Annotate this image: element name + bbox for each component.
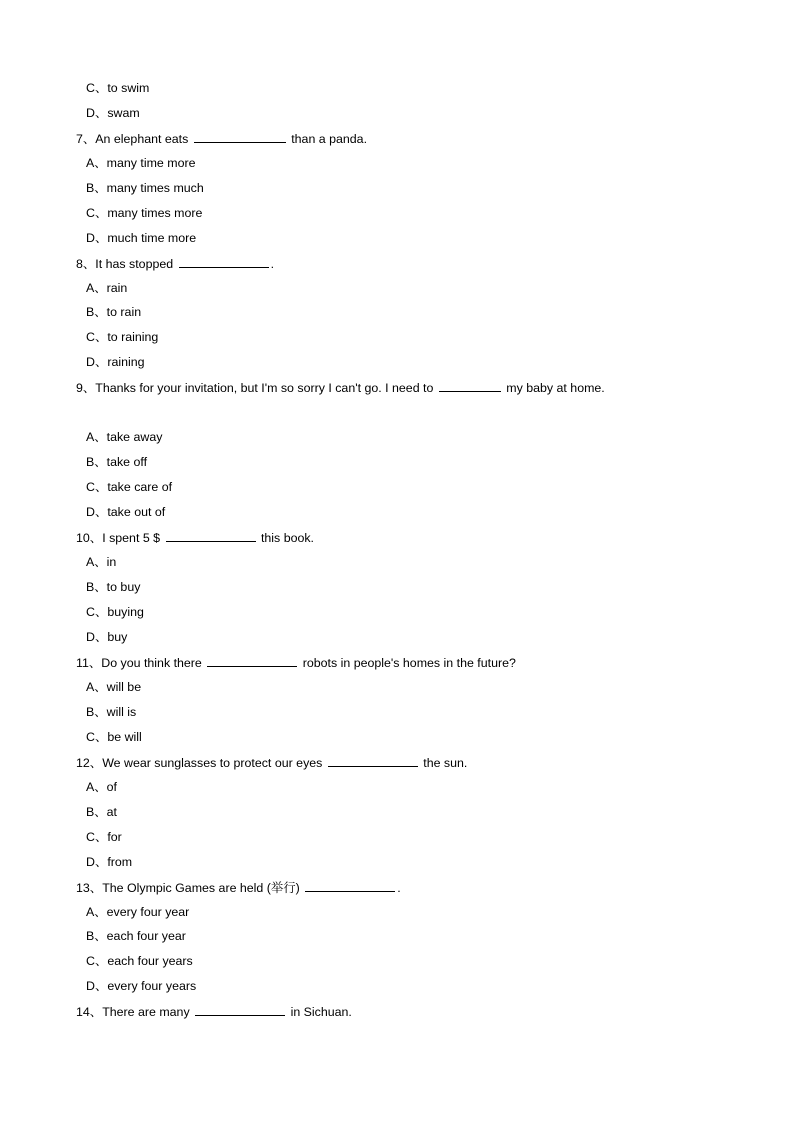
option-6d: D、swam	[86, 106, 140, 120]
question-7: 7、An elephant eats than a panda.	[76, 132, 368, 146]
option-12d: D、from	[86, 855, 133, 869]
answer-blank[interactable]	[166, 529, 256, 542]
answer-blank[interactable]	[194, 130, 286, 143]
question-9: 9、Thanks for your invitation, but I'm so sorry I can't go. I need to my baby at home.	[76, 381, 605, 395]
option-7d: D、much time more	[86, 231, 197, 245]
option-7b: B、many times much	[86, 181, 204, 195]
option-12b: B、at	[86, 805, 117, 819]
answer-blank[interactable]	[179, 255, 269, 268]
option-10a: A、in	[86, 555, 117, 569]
option-13a: A、every four year	[86, 905, 190, 919]
option-9c: C、take care of	[86, 480, 173, 494]
question-14: 14、There are many in Sichuan.	[76, 1005, 352, 1019]
answer-blank[interactable]	[207, 654, 297, 667]
option-11a: A、will be	[86, 680, 142, 694]
answer-blank[interactable]	[305, 879, 395, 892]
option-8c: C、to raining	[86, 330, 159, 344]
answer-blank[interactable]	[439, 379, 501, 392]
option-10d: D、buy	[86, 630, 128, 644]
option-6c: C、to swim	[86, 81, 150, 95]
option-12a: A、of	[86, 780, 117, 794]
option-7c: C、many times more	[86, 206, 203, 220]
question-13: 13、The Olympic Games are held (举行) .	[76, 881, 401, 895]
option-10b: B、to buy	[86, 580, 141, 594]
question-10: 10、I spent 5 $ this book.	[76, 531, 315, 545]
option-12c: C、for	[86, 830, 122, 844]
option-11c: C、be will	[86, 730, 142, 744]
option-8d: D、raining	[86, 355, 145, 369]
option-9d: D、take out of	[86, 505, 166, 519]
option-10c: C、buying	[86, 605, 144, 619]
option-9a: A、take away	[86, 430, 163, 444]
question-11: 11、Do you think there robots in people's homes in the future?	[76, 656, 516, 670]
question-8: 8、It has stopped .	[76, 257, 275, 271]
option-13d: D、every four years	[86, 979, 197, 993]
option-13c: C、each four years	[86, 954, 193, 968]
answer-blank[interactable]	[328, 754, 418, 767]
option-8b: B、to rain	[86, 305, 142, 319]
option-8a: A、rain	[86, 281, 128, 295]
answer-blank[interactable]	[195, 1003, 285, 1016]
option-7a: A、many time more	[86, 156, 196, 170]
question-12: 12、We wear sunglasses to protect our eyes the sun.	[76, 756, 468, 770]
option-9b: B、take off	[86, 455, 148, 469]
option-11b: B、will is	[86, 705, 137, 719]
option-13b: B、each four year	[86, 929, 186, 943]
